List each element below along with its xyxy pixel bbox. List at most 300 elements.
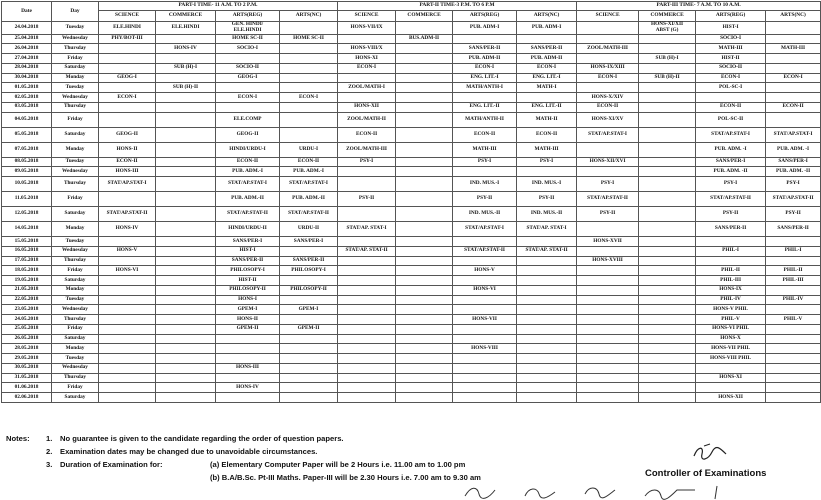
paper-cell: ECON-II — [577, 102, 639, 112]
part-header: PART-I TIME- 11 A.M. TO 2 P.M. — [99, 2, 338, 11]
paper-cell — [639, 44, 696, 54]
paper-cell: HONS-IV — [216, 383, 280, 393]
stream-header: ARTS(NC) — [280, 11, 338, 22]
paper-cell: ECON-II — [517, 127, 577, 142]
paper-cell — [517, 34, 577, 44]
paper-cell — [156, 222, 216, 237]
paper-cell — [396, 112, 453, 127]
day-cell: Friday — [52, 54, 99, 64]
date-cell: 01.05.2018 — [2, 83, 52, 93]
day-cell: Thursday — [52, 44, 99, 54]
paper-cell — [396, 73, 453, 83]
paper-cell: SOCIO-II — [696, 63, 766, 73]
paper-cell — [577, 142, 639, 157]
paper-cell — [766, 34, 821, 44]
paper-cell: STAT/AP.STAT-I — [280, 177, 338, 192]
table-row — [2, 334, 821, 344]
paper-cell: STAT/AP.STAT-II — [696, 192, 766, 207]
date-cell: 16.05.2018 — [2, 246, 52, 256]
day-cell: Saturday — [52, 393, 99, 403]
paper-cell — [99, 276, 156, 286]
paper-cell — [766, 383, 821, 393]
paper-cell — [517, 363, 577, 373]
paper-cell — [99, 285, 156, 295]
paper-cell: SANS/PER-I — [766, 157, 821, 167]
paper-cell: STAT/AP.STAT-II — [577, 192, 639, 207]
paper-cell — [338, 334, 396, 344]
paper-cell: HONS-IX — [696, 285, 766, 295]
paper-cell: ZOOL/MATH-III — [577, 44, 639, 54]
day-cell: Monday — [52, 142, 99, 157]
table-row — [2, 54, 821, 64]
paper-cell: MATH-III — [696, 44, 766, 54]
paper-cell — [577, 393, 639, 403]
paper-cell: ECON-II — [216, 157, 280, 167]
paper-cell — [396, 237, 453, 247]
paper-cell: ENG. LIT.-II — [517, 102, 577, 112]
paper-cell: ECON-I — [577, 73, 639, 83]
paper-cell — [766, 373, 821, 383]
paper-cell: ENG. LIT.-I — [517, 73, 577, 83]
paper-cell — [280, 246, 338, 256]
paper-cell — [766, 112, 821, 127]
paper-cell: ECON-I — [99, 93, 156, 103]
paper-cell: PUB. ADM.-II — [216, 192, 280, 207]
paper-cell — [766, 344, 821, 354]
paper-cell: STAT/AP.STAT-II — [280, 207, 338, 222]
paper-cell — [156, 102, 216, 112]
paper-cell: ECON-II — [338, 127, 396, 142]
paper-cell — [639, 324, 696, 334]
paper-cell — [577, 383, 639, 393]
table-row — [2, 102, 821, 112]
day-cell: Saturday — [52, 207, 99, 222]
paper-cell — [280, 334, 338, 344]
date-cell: 12.05.2018 — [2, 207, 52, 222]
paper-cell: MATH/ANTH-II — [453, 112, 517, 127]
paper-cell: HONS-II — [99, 142, 156, 157]
table-row — [2, 237, 821, 247]
paper-cell — [396, 142, 453, 157]
paper-cell — [338, 256, 396, 266]
paper-cell — [338, 383, 396, 393]
paper-cell: ENG. LIT.-II — [453, 102, 517, 112]
date-cell: 30.04.2018 — [2, 73, 52, 83]
paper-cell — [280, 315, 338, 325]
table-row — [2, 222, 821, 237]
paper-cell: PSY-II — [696, 207, 766, 222]
paper-cell: MATH-III — [766, 44, 821, 54]
paper-cell — [280, 363, 338, 373]
paper-cell — [156, 295, 216, 305]
paper-cell: HONS-X — [696, 334, 766, 344]
paper-cell — [577, 34, 639, 44]
paper-cell — [517, 373, 577, 383]
paper-cell: PHIL-I — [696, 246, 766, 256]
day-cell: Monday — [52, 344, 99, 354]
paper-cell: IND. MUS.-I — [517, 177, 577, 192]
paper-cell: PHIL-II — [696, 266, 766, 276]
day-cell: Tuesday — [52, 237, 99, 247]
paper-cell: HONS-II — [216, 315, 280, 325]
paper-cell: HINDI/URDU-I — [216, 142, 280, 157]
paper-cell: PUB. ADM-I — [517, 22, 577, 35]
paper-cell — [453, 34, 517, 44]
paper-cell: HONS-XI — [338, 54, 396, 64]
paper-cell: PSY-I — [338, 157, 396, 167]
paper-cell — [396, 266, 453, 276]
note-item: 1. No guarantee is given to the candidate regarding the order of question papers. — [46, 434, 344, 443]
date-cell: 22.05.2018 — [2, 295, 52, 305]
paper-cell: HONS-X/XIV — [577, 93, 639, 103]
paper-cell — [396, 276, 453, 286]
paper-cell — [396, 167, 453, 177]
paper-cell: HONS-XI — [696, 373, 766, 383]
paper-cell: MATH-II — [517, 112, 577, 127]
paper-cell — [696, 256, 766, 266]
paper-cell: ECON-II — [99, 157, 156, 167]
paper-cell — [99, 54, 156, 64]
paper-cell: STAT/AP.STAT-I — [216, 177, 280, 192]
paper-cell — [156, 157, 216, 167]
paper-cell — [766, 363, 821, 373]
paper-cell: HONS-XI/XII ABST (G) — [639, 22, 696, 35]
paper-cell — [766, 63, 821, 73]
stream-header: ARTS(NC) — [766, 11, 821, 22]
paper-cell: ECON-II — [696, 102, 766, 112]
paper-cell — [639, 373, 696, 383]
paper-cell — [99, 334, 156, 344]
paper-cell: GPEM-I — [216, 305, 280, 315]
paper-cell — [639, 102, 696, 112]
date-cell: 25.04.2018 — [2, 34, 52, 44]
paper-cell: ECON-I — [696, 73, 766, 83]
paper-cell — [639, 112, 696, 127]
paper-cell — [766, 54, 821, 64]
paper-cell: SUB (H)-II — [156, 83, 216, 93]
paper-cell: STAT/AP.STAT-II — [216, 207, 280, 222]
paper-cell — [338, 73, 396, 83]
paper-cell: SANS/PER-I — [696, 157, 766, 167]
paper-cell: BUS.ADM-II — [396, 34, 453, 44]
paper-cell — [156, 315, 216, 325]
table-row — [2, 93, 821, 103]
paper-cell — [99, 256, 156, 266]
day-cell: Wednesday — [52, 93, 99, 103]
stream-header: COMMERCE — [396, 11, 453, 22]
paper-cell — [216, 334, 280, 344]
table-row — [2, 373, 821, 383]
paper-cell — [156, 73, 216, 83]
table-row — [2, 63, 821, 73]
paper-cell — [396, 285, 453, 295]
paper-cell — [280, 54, 338, 64]
day-cell: Friday — [52, 383, 99, 393]
paper-cell — [216, 354, 280, 364]
schedule-table — [1, 1, 821, 403]
date-cell: 30.05.2018 — [2, 363, 52, 373]
day-cell: Tuesday — [52, 22, 99, 35]
paper-cell: GEOG-II — [216, 127, 280, 142]
day-cell: Monday — [52, 222, 99, 237]
paper-cell — [156, 324, 216, 334]
paper-cell: HONS-III — [99, 167, 156, 177]
day-cell: Wednesday — [52, 246, 99, 256]
paper-cell — [577, 305, 639, 315]
paper-cell — [453, 276, 517, 286]
paper-cell — [338, 305, 396, 315]
paper-cell: HONS-V — [453, 266, 517, 276]
paper-cell: ENG. LIT.-I — [453, 73, 517, 83]
paper-cell: HONS-VI PHIL — [696, 324, 766, 334]
note-item: 2. Examination dates may be changed due to unavoidable circumstances. — [46, 447, 318, 456]
table-row — [2, 22, 821, 35]
paper-cell — [396, 22, 453, 35]
paper-cell — [280, 44, 338, 54]
paper-cell — [639, 83, 696, 93]
table-row — [2, 266, 821, 276]
paper-cell — [453, 363, 517, 373]
table-row — [2, 363, 821, 373]
paper-cell: URDU-II — [280, 222, 338, 237]
paper-cell — [577, 324, 639, 334]
table-row — [2, 34, 821, 44]
date-cell: 18.05.2018 — [2, 266, 52, 276]
notes-section — [0, 432, 801, 500]
paper-cell — [453, 383, 517, 393]
paper-cell — [639, 34, 696, 44]
paper-cell — [216, 373, 280, 383]
date-cell: 01.06.2018 — [2, 383, 52, 393]
paper-cell — [517, 393, 577, 403]
paper-cell — [338, 207, 396, 222]
paper-cell — [280, 22, 338, 35]
paper-cell: HONS-VIII PHIL — [696, 354, 766, 364]
paper-cell — [766, 324, 821, 334]
paper-cell — [639, 334, 696, 344]
table-row — [2, 177, 821, 192]
paper-cell — [453, 393, 517, 403]
table-row — [2, 315, 821, 325]
paper-cell: HONS-V — [99, 246, 156, 256]
paper-cell: SOCIO-I — [696, 34, 766, 44]
paper-cell — [99, 344, 156, 354]
paper-cell: HIST-II — [696, 54, 766, 64]
paper-cell — [453, 237, 517, 247]
paper-cell — [338, 276, 396, 286]
paper-cell: SANS/PER-II — [453, 44, 517, 54]
date-cell: 28.04.2018 — [2, 63, 52, 73]
paper-cell — [280, 393, 338, 403]
paper-cell — [99, 192, 156, 207]
paper-cell — [99, 363, 156, 373]
paper-cell — [453, 167, 517, 177]
paper-cell — [396, 127, 453, 142]
paper-cell: GPEM-II — [280, 324, 338, 334]
date-cell: 26.04.2018 — [2, 44, 52, 54]
paper-cell — [577, 246, 639, 256]
date-cell: 10.05.2018 — [2, 177, 52, 192]
paper-cell — [639, 237, 696, 247]
paper-cell: STAT/AP. STAT-II — [338, 246, 396, 256]
paper-cell — [396, 246, 453, 256]
paper-cell: ELE.HINDI — [99, 22, 156, 35]
paper-cell: ZOOL/MATH-III — [338, 142, 396, 157]
note-subitem-b: (b) B.A/B.Sc. Pt-III Maths. Paper-III will be 2.30 Hours i.e. 7.00 am to 9.30 am — [210, 473, 481, 482]
paper-cell — [99, 315, 156, 325]
paper-cell — [280, 127, 338, 142]
paper-cell — [766, 22, 821, 35]
paper-cell: HONS-VII/IX — [338, 22, 396, 35]
paper-cell: HINDI/URDU-II — [216, 222, 280, 237]
paper-cell: SANS/PER-II — [280, 256, 338, 266]
paper-cell: ECON-II — [453, 127, 517, 142]
paper-cell — [338, 363, 396, 373]
paper-cell: PUB. ADM-II — [517, 54, 577, 64]
paper-cell — [639, 276, 696, 286]
paper-cell — [453, 295, 517, 305]
day-cell: Wednesday — [52, 305, 99, 315]
paper-cell: MATH-I — [517, 83, 577, 93]
paper-cell — [517, 305, 577, 315]
paper-cell: PSY-II — [766, 207, 821, 222]
controller-label: Controller of Examinations — [645, 468, 767, 479]
paper-cell: ECON-II — [280, 157, 338, 167]
date-cell: 24.04.2018 — [2, 22, 52, 35]
paper-cell: STAT/AP.STAT-II — [766, 192, 821, 207]
day-cell: Tuesday — [52, 157, 99, 167]
paper-cell — [577, 54, 639, 64]
paper-cell — [99, 373, 156, 383]
paper-cell — [396, 63, 453, 73]
table-row — [2, 256, 821, 266]
paper-cell — [156, 393, 216, 403]
date-header: Date — [2, 2, 52, 22]
table-row — [2, 393, 821, 403]
paper-cell: HIST-I — [216, 246, 280, 256]
paper-cell — [156, 127, 216, 142]
paper-cell: GEOG-I — [99, 73, 156, 83]
paper-cell — [280, 102, 338, 112]
paper-cell — [577, 334, 639, 344]
day-cell: Wednesday — [52, 363, 99, 373]
paper-cell — [396, 373, 453, 383]
stream-header: ARTS(REG) — [453, 11, 517, 22]
date-cell: 27.04.2018 — [2, 54, 52, 64]
paper-cell: HONS-VIII — [453, 344, 517, 354]
paper-cell: HONS-VII — [453, 315, 517, 325]
date-cell: 15.05.2018 — [2, 237, 52, 247]
paper-cell: PHIL-V — [766, 315, 821, 325]
paper-cell: PSY-I — [766, 177, 821, 192]
paper-cell: STAT/AP.STAT-I — [99, 177, 156, 192]
paper-cell — [216, 344, 280, 354]
paper-cell — [396, 334, 453, 344]
paper-cell: STAT/AP. STAT-II — [517, 246, 577, 256]
paper-cell — [99, 237, 156, 247]
paper-cell — [639, 222, 696, 237]
paper-cell: ECON-I — [517, 63, 577, 73]
day-cell: Wednesday — [52, 167, 99, 177]
paper-cell — [156, 246, 216, 256]
table-row — [2, 127, 821, 142]
paper-cell — [396, 93, 453, 103]
paper-cell: PSY-I — [577, 177, 639, 192]
paper-cell: SANS/PER-I — [280, 237, 338, 247]
paper-cell: STAT/AP. STAT-I — [338, 222, 396, 237]
paper-cell — [577, 285, 639, 295]
paper-cell — [453, 334, 517, 344]
date-cell: 25.05.2018 — [2, 324, 52, 334]
paper-cell: STAT/AP.STAT-I — [696, 127, 766, 142]
paper-cell — [396, 207, 453, 222]
paper-cell — [338, 373, 396, 383]
paper-cell — [766, 393, 821, 403]
paper-cell: PHILOSOPY-II — [280, 285, 338, 295]
paper-cell — [99, 383, 156, 393]
paper-cell — [396, 363, 453, 373]
exam-schedule — [1, 1, 814, 403]
date-cell: 02.05.2018 — [2, 93, 52, 103]
paper-cell — [99, 354, 156, 364]
day-cell: Saturday — [52, 63, 99, 73]
paper-cell — [696, 93, 766, 103]
paper-cell — [517, 315, 577, 325]
paper-cell: ECON-I — [216, 93, 280, 103]
paper-cell: STAT/AP.STAT-I — [453, 222, 517, 237]
day-cell: Tuesday — [52, 83, 99, 93]
paper-cell: ZOOL/MATH-II — [338, 112, 396, 127]
paper-cell — [156, 167, 216, 177]
paper-cell: URDU-I — [280, 142, 338, 157]
paper-cell — [577, 373, 639, 383]
paper-cell — [517, 295, 577, 305]
day-cell: Tuesday — [52, 295, 99, 305]
paper-cell: HOME SC-II — [216, 34, 280, 44]
paper-cell: POL-SC-II — [696, 112, 766, 127]
table-row — [2, 383, 821, 393]
paper-cell: ZOOL/MATH-I — [338, 83, 396, 93]
paper-cell — [396, 177, 453, 192]
paper-cell — [453, 354, 517, 364]
paper-cell — [453, 305, 517, 315]
paper-cell — [517, 344, 577, 354]
paper-cell — [156, 177, 216, 192]
paper-cell — [156, 142, 216, 157]
paper-cell — [216, 83, 280, 93]
table-row — [2, 207, 821, 222]
paper-cell: PUB. ADM. -I — [766, 142, 821, 157]
paper-cell — [338, 393, 396, 403]
paper-cell — [639, 142, 696, 157]
paper-cell: GEOG-I — [216, 73, 280, 83]
day-header: Day — [52, 2, 99, 22]
paper-cell — [396, 157, 453, 167]
paper-cell — [639, 157, 696, 167]
date-cell: 09.05.2018 — [2, 167, 52, 177]
paper-cell — [99, 44, 156, 54]
paper-cell — [338, 344, 396, 354]
paper-cell: POL-SC-I — [696, 83, 766, 93]
paper-cell: PHIL-IV — [766, 295, 821, 305]
paper-cell — [639, 246, 696, 256]
paper-cell — [577, 167, 639, 177]
paper-cell — [517, 324, 577, 334]
paper-cell — [99, 102, 156, 112]
paper-cell: HONS-III — [216, 363, 280, 373]
paper-cell — [280, 354, 338, 364]
paper-cell — [156, 34, 216, 44]
